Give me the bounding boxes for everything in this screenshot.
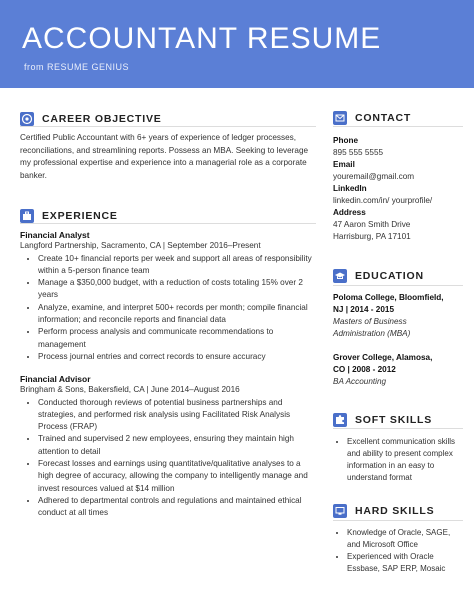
soft-skills-list	[333, 436, 463, 484]
list-item: • Excellent communication skills and ability to present complex information in an easy to understand format	[347, 436, 463, 484]
job-entry	[20, 374, 316, 519]
soft-skills-title: SOFT SKILLS	[355, 413, 433, 426]
education-title: EDUCATION	[355, 269, 424, 282]
degree: Administration (MBA)	[333, 329, 411, 338]
degree: BA Accounting	[333, 377, 387, 386]
phone-value: 895 555 5555	[333, 148, 384, 157]
contact-block	[333, 135, 463, 243]
job-bullets	[20, 397, 316, 520]
list-item: • Process journal entries and correct records to ensure accuracy	[38, 351, 316, 363]
list-item: • Create 10+ financial reports per week and support all areas of responsibility within a 5-person finance team	[38, 253, 316, 278]
address-label: Address	[333, 208, 366, 217]
resume-subtitle: from RESUME GENIUS	[24, 62, 130, 72]
divider	[333, 428, 463, 429]
objective-heading	[20, 110, 162, 126]
list-item: • Manage a $350,000 budget, with a reduction of costs totaling 15% over 2 years	[38, 277, 316, 302]
hard-skills-heading	[333, 502, 434, 518]
list-item: • Experienced with Oracle Essbase, SAP ERP, Mosaic	[347, 551, 463, 575]
envelope-icon	[333, 111, 347, 125]
email-value: youremail@gmail.com	[333, 172, 415, 181]
linkedin-label: LinkedIn	[333, 184, 367, 193]
school-dates: NJ | 2014 - 2015	[333, 305, 395, 314]
job-title: Financial Analyst	[20, 230, 90, 240]
job-meta: Bringham & Sons, Bakersfield, CA | June 2014–August 2016	[20, 385, 240, 394]
monitor-icon	[333, 504, 347, 518]
hard-skills-title: HARD SKILLS	[355, 504, 435, 517]
education-entry	[333, 352, 463, 388]
divider	[333, 285, 463, 286]
job-bullets	[20, 253, 316, 364]
puzzle-icon	[333, 413, 347, 427]
list-item: • Trained and supervised 2 new employees, ensuring they maintain high attention to detail	[38, 433, 316, 458]
experience-heading	[20, 207, 118, 223]
divider	[333, 520, 463, 521]
resume-title: ACCOUNTANT RESUME	[22, 22, 382, 55]
contact-heading	[333, 109, 411, 125]
soft-skills-heading	[333, 411, 432, 427]
degree: Masters of Business	[333, 317, 407, 326]
school-dates: CO | 2008 - 2012	[333, 365, 396, 374]
job-meta: Langford Partnership, Sacramento, CA | September 2016–Present	[20, 241, 261, 250]
list-item: • Adhered to departmental controls and regulations and maintained ethical conduct at all times	[38, 495, 316, 520]
list-item: • Analyze, examine, and interpret 500+ records per month; compile financial information; and reconcile reports and financial data	[38, 302, 316, 327]
target-icon	[20, 112, 34, 126]
phone-label: Phone	[333, 136, 359, 145]
email-label: Email	[333, 160, 355, 169]
divider	[20, 126, 316, 127]
objective-title: CAREER OBJECTIVE	[42, 112, 162, 125]
school-name: Grover College, Alamosa,	[333, 353, 433, 362]
briefcase-icon	[20, 209, 34, 223]
address-line1: 47 Aaron Smith Drive	[333, 220, 411, 229]
education-heading	[333, 267, 424, 283]
address-line2: Harrisburg, PA 17101	[333, 232, 411, 241]
job-entry	[20, 230, 316, 363]
divider	[333, 126, 463, 127]
job-title: Financial Advisor	[20, 374, 91, 384]
linkedin-value: linkedin.com/in/ yourprofile/	[333, 196, 433, 205]
education-entry	[333, 292, 463, 340]
header-banner	[0, 0, 474, 88]
school-name: Poloma College, Bloomfield,	[333, 293, 444, 302]
divider	[20, 223, 316, 224]
hard-skills-list	[333, 527, 463, 575]
contact-title: CONTACT	[355, 111, 412, 124]
experience-title: EXPERIENCE	[42, 209, 118, 222]
list-item: • Perform process analysis and communicate recommendations to management	[38, 326, 316, 351]
list-item: • Forecast losses and earnings using quantitative/qualitative analyses to a high degree of accuracy, allowing the company to intelligently manage and invest resources valued at $14 million	[38, 458, 316, 495]
list-item: • Conducted thorough reviews of potential business partnerships and strategies, and performed risk analysis using Facilitated Risk Analysis Process (FRAP)	[38, 397, 316, 434]
graduation-cap-icon	[333, 269, 347, 283]
objective-text: Certified Public Accountant with 6+ years of experience of ledger processes, reconciliations, and streamlining reports. Possess an MBA. Seeking to leverage my professional expertise and experience into a managerial role as a corporate banker.	[20, 133, 309, 180]
list-item: • Knowledge of Oracle, SAGE, and Microsoft Office	[347, 527, 463, 551]
